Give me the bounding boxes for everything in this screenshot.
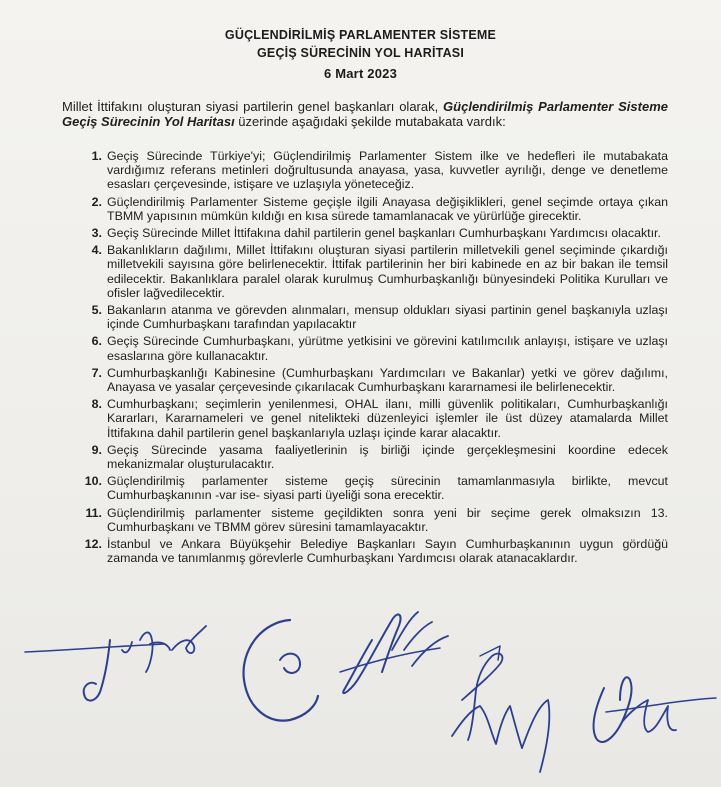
signature-5 — [594, 677, 716, 742]
signature-3 — [340, 612, 448, 693]
document-date: 6 Mart 2023 — [323, 66, 398, 81]
signature-1 — [25, 626, 206, 701]
signature-4 — [452, 646, 549, 772]
item-number: 12. — [84, 537, 102, 552]
item-number: 9. — [91, 442, 102, 457]
item-text: Bakanlıkların dağılımı, Millet İttifakını oluşturan siyasi partilerin milletvekili genel seçiminde çıkardığı milletvekili sayısına göre belirlenecektir. İttifak partilerinin her biri kabinede en az bir bakan ile temsil edilecektir. Bakanlıklara paralel olarak kurulmuş Cumhurbaşkanlığı bünyesindeki Politika Kurulları ve ofisler lağvedilecektir. — [107, 243, 668, 300]
item-text: Güçlendirilmiş parlamenter sisteme geçiş sürecinin tamamlanmasıyla birlikte, mevcut Cumhurbaşkanının -var ise- siyasi parti üyeliği sona erecektir. — [107, 474, 668, 503]
item-text: Cumhurbaşkanlığı Kabinesine (Cumhurbaşkanı Yardımcıları ve Bakanlar) yetki ve görev dağılımı, Anayasa ve yasalar çerçevesinde çıkarılacak Cumhurbaşkanı kararnamesi ile belirlenecektir. — [107, 365, 668, 395]
intro-text-1: Millet İttifakını oluşturan siyasi partilerin genel başkanları olarak, — [62, 99, 444, 114]
item-number: 2. — [91, 194, 102, 209]
item-number: 4. — [91, 243, 102, 258]
item-number: 10. — [84, 474, 102, 489]
item-text: Geçiş Sürecinde Türkiye'yi; Güçlendirilmiş Parlamenter Sistem ilke ve hedefleri ile mutabakata vardığımız referans metinleri doğrultusunda anayasa, yasa, kuvvetler ayrılığı, denge ve denetleme esasları çerçevesinde, istişare ve uzlaşıyla yöneteceğiz. — [107, 149, 668, 192]
title-line-2: GEÇİŞ SÜRECİNİN YOL HARİTASI — [256, 46, 465, 60]
item-text: Geçiş Sürecinde Millet İttifakına dahil partilerin genel başkanları Cumhurbaşkanı Yardımcısı olacaktır. — [107, 226, 661, 241]
title-line-1: GÜÇLENDİRİLMİŞ PARLAMENTER SİSTEME — [224, 28, 497, 42]
item-text: Cumhurbaşkanı; seçimlerin yenilenmesi, OHAL ilanı, milli güvenlik politikaları, Cumhurbaşkanlığı Kararları, Kararnameleri ve genel nitelikteki düzenleyici işlemler ile üst düzey atamalarda Millet İttifakına dahil partilerin genel başkanlarıyla uzlaşı içinde karar alacaktır. — [107, 397, 668, 440]
item-text: İstanbul ve Ankara Büyükşehir Belediye Başkanları Sayın Cumhurbaşkanının uygun gördüğü zamanda ve tanımlanmış görevlerle Cumhurbaşkanı Yardımcısı olarak atanacaklardır. — [107, 537, 668, 566]
item-text: Güçlendirilmiş parlamenter sisteme geçildikten sonra yeni bir seçime gerek olmaksızın 13. Cumhurbaşkanı ve TBMM görev süresini tamamlayacaktır. — [107, 505, 668, 534]
intro-emphasis: Güçlendirilmiş Parlamenter Sisteme Geçiş Sürecinin Yol Haritası — [62, 99, 668, 129]
signature-2 — [244, 620, 318, 721]
item-number: 11. — [85, 505, 102, 520]
item-text: Güçlendirilmiş Parlamenter Sisteme geçişle ilgili Anayasa değişiklikleri, genel seçimde ortaya çıkan TBMM yapısının mümkün kıldığı en kısa sürede tamamlanacak ve yürürlüğe girecektir. — [107, 194, 668, 223]
item-number: 6. — [91, 334, 102, 349]
intro-text-2: üzerinde aşağıdaki şekilde mutabakata vardık: — [234, 114, 506, 129]
item-number: 3. — [91, 226, 102, 241]
item-number: 5. — [91, 303, 102, 318]
item-text: Bakanların atanma ve görevden alınmaları, mensup oldukları siyasi partinin genel başkanıyla uzlaşı içinde Cumhurbaşkanı tarafından yapılacaktır — [107, 303, 668, 332]
item-number: 1. — [91, 149, 102, 163]
item-text: Geçiş Sürecinde yasama faaliyetlerinin iş birliği içinde gerçekleşmesini koordine edecek mekanizmalar oluşturulacaktır. — [107, 442, 668, 472]
item-number: 7. — [91, 365, 102, 380]
item-number: 8. — [91, 397, 102, 412]
item-text: Geçiş Sürecinde Cumhurbaşkanı, yürütme yetkisini ve görevini katılımcılık anlayışı, istişare ve uzlaşı esaslarına göre kullanacaktır. — [107, 334, 668, 363]
